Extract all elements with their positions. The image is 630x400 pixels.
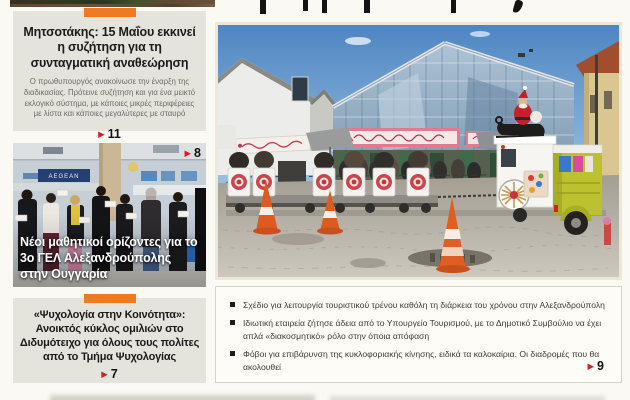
letter-stem xyxy=(364,0,370,13)
page-arrow-icon: ▶ xyxy=(587,360,595,371)
blurred-content xyxy=(330,396,605,400)
page-arrow-icon: ▶ xyxy=(184,147,192,158)
teaser-card-psychology[interactable] xyxy=(13,298,206,383)
letter-comma-fragment xyxy=(512,0,523,14)
page-marker xyxy=(588,359,605,373)
bullet-item: Φόβοι για επιβάρυνση της κυκλοφοριακής κίνησης, ειδικά τα καλοκαίρια. Οι διαδρομές που θα ακολουθεί xyxy=(230,348,607,373)
letter-stem xyxy=(322,0,327,13)
teaser-title: Νέοι μαθητικοί ορίζοντες για το 3ο ΓΕΛ Αλεξανδρούπολης στην Ουγγαρία xyxy=(20,235,198,281)
orange-tab xyxy=(84,8,136,17)
page-marker xyxy=(185,146,202,160)
page-number: 9 xyxy=(597,359,604,373)
teaser-title: Μητσοτάκης: 15 Μαΐου εκκινεί η συζήτηση για τη συνταγματική αναθεώρηση xyxy=(23,25,196,70)
letter-stem xyxy=(260,0,266,14)
page-number: 7 xyxy=(110,367,118,382)
bullet-item: Ιδιωτική εταιρεία ζήτησε άδεια από το Υπουργείο Τουρισμού, με το Δημοτικό Συμβούλιο να έχει απλά «διακοσμητικό» ρόλο στην όποια απόφαση xyxy=(230,317,607,342)
bullet-square-icon xyxy=(230,302,235,307)
main-story-photo-frame xyxy=(215,22,622,280)
teaser-card-school-trip[interactable] xyxy=(13,143,206,287)
bullet-square-icon xyxy=(230,320,235,325)
bullet-square-icon xyxy=(230,351,235,356)
svg-text:AEGEAN: AEGEAN xyxy=(48,174,80,180)
tourist-train-photo xyxy=(218,25,619,277)
letter-stem xyxy=(451,0,456,13)
page-marker xyxy=(13,367,206,381)
main-story-summary-card[interactable] xyxy=(215,286,622,383)
cropped-photo-sliver xyxy=(10,0,215,7)
bullet-item: Σχέδιο για λειτουργία τουριστικού τρένου καθόλη τη διάρκεια του χρόνου στην Αλεξανδρούπολη xyxy=(230,299,607,311)
page-number: 8 xyxy=(194,146,201,160)
blurred-content xyxy=(50,395,315,400)
page-arrow-icon: ▶ xyxy=(98,128,105,139)
orange-tab xyxy=(84,294,136,303)
letter-stem xyxy=(303,0,308,11)
page-marker xyxy=(13,127,206,141)
teaser-summary: Ο πρωθυπουργός ανακοίνωσε την έναρξη της διαδικασίας. Πρότεινε συζήτηση και για ένα μεικτό εκλογικό σύστημα, με κάποιες μικρές περιφέρειες με λίστα και κάποιες μεγαλύτερες με σταυρό xyxy=(23,76,196,119)
teaser-title: «Ψυχολογία στην Κοινότητα»: Ανοικτός κύκλος ομιλιών στο Διδυμότειχο για όλους τους πολίτες από το Τμήμα Ψυχολογίας xyxy=(19,309,200,364)
teaser-card-mitsotakis[interactable] xyxy=(13,11,206,142)
bullet-list xyxy=(230,299,607,373)
decorated-panel xyxy=(524,171,548,197)
cropped-headline-fragments xyxy=(215,0,625,16)
cropped-next-row xyxy=(0,391,630,400)
page-arrow-icon: ▶ xyxy=(101,368,108,379)
aegean-sign xyxy=(38,169,90,182)
page-number: 11 xyxy=(107,127,121,142)
